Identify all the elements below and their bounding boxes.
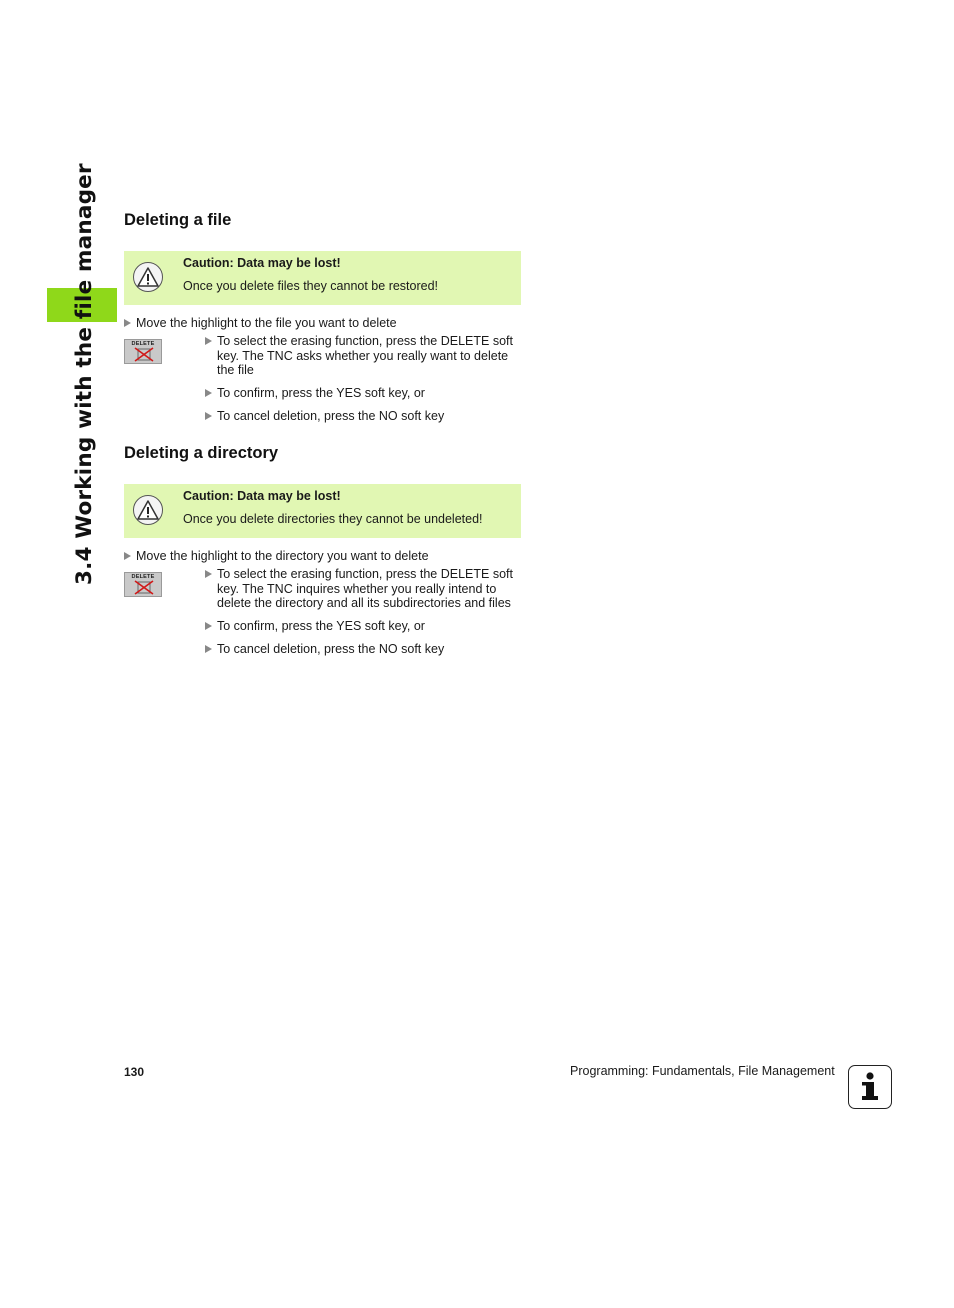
- softkey-label: DELETE: [131, 341, 155, 347]
- caution-box: [124, 251, 521, 305]
- bullet-arrow-icon: [205, 645, 212, 653]
- step-confirm: To confirm, press the YES soft key, or: [205, 619, 425, 634]
- caution-title: Caution: Data may be lost!: [183, 256, 341, 270]
- bullet-arrow-icon: [205, 570, 212, 578]
- delete-cross-icon: [134, 580, 154, 595]
- step-press-delete: To select the erasing function, press the DELETE soft key. The TNC asks whether you really want to delete the file: [205, 334, 513, 378]
- step-move-highlight: Move the highlight to the directory you want to delete: [124, 549, 429, 564]
- step-cancel: To cancel deletion, press the NO soft key: [205, 642, 444, 657]
- softkey-label: DELETE: [131, 574, 155, 580]
- section-heading-deleting-file: Deleting a file: [124, 211, 232, 229]
- bullet-arrow-icon: [205, 337, 212, 345]
- step-confirm: To confirm, press the YES soft key, or: [205, 386, 425, 401]
- footer-title: Programming: Fundamentals, File Management: [570, 1064, 835, 1078]
- chapter-title-vertical: 3.4 Working with the file manager: [72, 163, 97, 585]
- caution-box: [124, 484, 521, 538]
- bullet-arrow-icon: [205, 389, 212, 397]
- step-cancel: To cancel deletion, press the NO soft key: [205, 409, 444, 424]
- caution-text: Once you delete files they cannot be restored!: [183, 279, 439, 293]
- delete-softkey[interactable]: [124, 572, 162, 597]
- warning-icon: [133, 262, 163, 292]
- caution-text: Once you delete directories they cannot be undeleted!: [183, 512, 483, 526]
- bullet-arrow-icon: [124, 319, 131, 327]
- page-number: 130: [124, 1065, 145, 1079]
- bullet-arrow-icon: [205, 622, 212, 630]
- info-icon: [848, 1065, 892, 1109]
- bullet-arrow-icon: [124, 552, 131, 560]
- section-heading-deleting-directory: Deleting a directory: [124, 444, 279, 462]
- step-press-delete: To select the erasing function, press the DELETE soft key. The TNC inquires whether you really intend to delete the directory and all its subdirectories and files: [205, 567, 513, 611]
- delete-cross-icon: [134, 347, 154, 362]
- delete-softkey[interactable]: [124, 339, 162, 364]
- caution-title: Caution: Data may be lost!: [183, 489, 341, 503]
- bullet-arrow-icon: [205, 412, 212, 420]
- warning-icon: [133, 495, 163, 525]
- step-move-highlight: Move the highlight to the file you want to delete: [124, 316, 397, 331]
